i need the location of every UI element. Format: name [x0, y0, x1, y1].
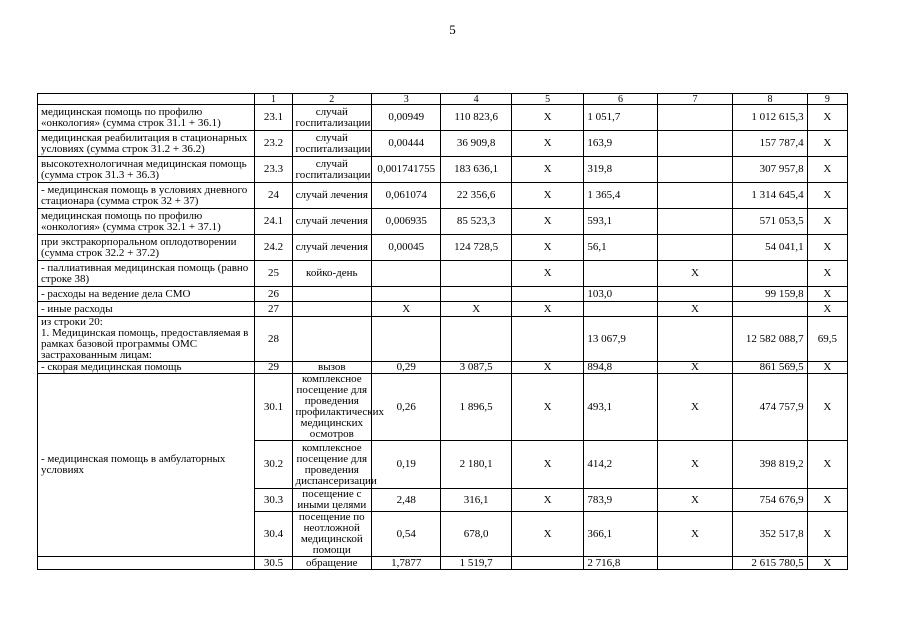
cell-c4: 183 636,1 — [441, 157, 511, 183]
cell-c6: 56,1 — [584, 235, 657, 261]
cell-c8 — [733, 261, 807, 287]
cell-c6: 103,0 — [584, 287, 657, 302]
cell-c3 — [372, 261, 441, 287]
cell-c9: 69,5 — [807, 317, 847, 362]
cell-c4: 678,0 — [441, 512, 511, 557]
cell-c6 — [584, 261, 657, 287]
cell-c9: X — [807, 374, 847, 441]
cell-c6: 163,9 — [584, 131, 657, 157]
cell-c8: 12 582 088,7 — [733, 317, 807, 362]
cell-unit: посещение по неотложной медицинской помощи — [292, 512, 371, 557]
cell-c6: 593,1 — [584, 209, 657, 235]
cell-c5: X — [511, 362, 583, 374]
cell-c8: 307 957,8 — [733, 157, 807, 183]
row-label: высокотехнологичная медицинская помощь (сумма строк 31.3 + 36.3) — [38, 157, 255, 183]
cell-c8: 571 053,5 — [733, 209, 807, 235]
cell-c3: X — [372, 302, 441, 317]
cell-c6: 1 365,4 — [584, 183, 657, 209]
cell-unit — [292, 302, 371, 317]
cell-code: 30.5 — [255, 557, 292, 570]
cell-c5: X — [511, 489, 583, 512]
cell-c5: X — [511, 157, 583, 183]
cell-c6: 894,8 — [584, 362, 657, 374]
cell-c5: X — [511, 131, 583, 157]
cell-c7: X — [657, 261, 732, 287]
cell-code: 30.1 — [255, 374, 292, 441]
cell-c3: 0,54 — [372, 512, 441, 557]
row-label: - иные расходы — [38, 302, 255, 317]
cell-unit: случай госпитализации — [292, 105, 371, 131]
cell-code: 30.2 — [255, 441, 292, 489]
header-cell: 3 — [372, 94, 441, 105]
table-row — [38, 209, 848, 235]
cell-c9: X — [807, 261, 847, 287]
cell-c7 — [657, 105, 732, 131]
cell-unit: комплексное посещение для проведения диспансеризации — [292, 441, 371, 489]
row-label: - медицинская помощь в амбулаторных условиях — [38, 374, 255, 557]
cell-c8: 1 012 615,3 — [733, 105, 807, 131]
table-row — [38, 557, 848, 570]
cell-c5: X — [511, 374, 583, 441]
page-number: 5 — [449, 22, 456, 37]
cell-c5 — [511, 287, 583, 302]
cell-code: 26 — [255, 287, 292, 302]
cell-c6: 1 051,7 — [584, 105, 657, 131]
cell-c8: 99 159,8 — [733, 287, 807, 302]
cell-c8: 474 757,9 — [733, 374, 807, 441]
row-label: - скорая медицинская помощь — [38, 362, 255, 374]
cell-c8: 1 314 645,4 — [733, 183, 807, 209]
cell-c6: 783,9 — [584, 489, 657, 512]
cell-c6: 414,2 — [584, 441, 657, 489]
cell-c9: X — [807, 362, 847, 374]
cell-c7: X — [657, 362, 732, 374]
cell-code: 30.3 — [255, 489, 292, 512]
header-cell: 1 — [255, 94, 292, 105]
cell-c8 — [733, 302, 807, 317]
cell-c5: X — [511, 183, 583, 209]
row-label: медицинская помощь по профилю «онкология» (сумма строк 32.1 + 37.1) — [38, 209, 255, 235]
cell-code: 27 — [255, 302, 292, 317]
cell-c3: 0,00045 — [372, 235, 441, 261]
cell-c9: X — [807, 157, 847, 183]
cell-unit: случай лечения — [292, 209, 371, 235]
data-table — [37, 93, 848, 570]
cell-c7 — [657, 209, 732, 235]
table-row — [38, 157, 848, 183]
cell-c5: X — [511, 209, 583, 235]
cell-c4 — [441, 287, 511, 302]
cell-c9: X — [807, 105, 847, 131]
cell-c9: X — [807, 131, 847, 157]
header-cell: 5 — [511, 94, 583, 105]
cell-unit: случай госпитализации — [292, 157, 371, 183]
cell-code: 24 — [255, 183, 292, 209]
cell-c8: 398 819,2 — [733, 441, 807, 489]
header-cell: 9 — [807, 94, 847, 105]
cell-unit: случай лечения — [292, 183, 371, 209]
cell-c4: 36 909,8 — [441, 131, 511, 157]
table-row — [38, 317, 848, 362]
cell-c7 — [657, 317, 732, 362]
row-label: - расходы на ведение дела СМО — [38, 287, 255, 302]
cell-c9: X — [807, 235, 847, 261]
cell-c7 — [657, 157, 732, 183]
cell-c4: 316,1 — [441, 489, 511, 512]
cell-c8: 861 569,5 — [733, 362, 807, 374]
cell-c8: 157 787,4 — [733, 131, 807, 157]
cell-c4: 124 728,5 — [441, 235, 511, 261]
table-row — [38, 183, 848, 209]
cell-c7 — [657, 235, 732, 261]
cell-c7 — [657, 287, 732, 302]
cell-code: 23.2 — [255, 131, 292, 157]
cell-c5: X — [511, 441, 583, 489]
header-row — [38, 94, 848, 105]
table-row — [38, 261, 848, 287]
cell-c3: 0,26 — [372, 374, 441, 441]
row-label: медицинская помощь по профилю «онкология» (сумма строк 31.1 + 36.1) — [38, 105, 255, 131]
header-cell: 8 — [733, 94, 807, 105]
row-label: при экстракорпоральном оплодотворении (сумма строк 32.2 + 37.2) — [38, 235, 255, 261]
table-row — [38, 131, 848, 157]
cell-c4: 2 180,1 — [441, 441, 511, 489]
cell-c6: 493,1 — [584, 374, 657, 441]
cell-c9: X — [807, 512, 847, 557]
cell-c3: 1,7877 — [372, 557, 441, 570]
cell-c3: 0,29 — [372, 362, 441, 374]
cell-c6: 319,8 — [584, 157, 657, 183]
cell-unit: обращение — [292, 557, 371, 570]
cell-unit: посещение с иными целями — [292, 489, 371, 512]
cell-c5: X — [511, 261, 583, 287]
cell-c5 — [511, 557, 583, 570]
table-row — [38, 362, 848, 374]
cell-c3: 0,00949 — [372, 105, 441, 131]
cell-unit: случай лечения — [292, 235, 371, 261]
cell-c8: 2 615 780,5 — [733, 557, 807, 570]
table-row — [38, 287, 848, 302]
cell-c4: 1 519,7 — [441, 557, 511, 570]
cell-code: 28 — [255, 317, 292, 362]
cell-c5: X — [511, 105, 583, 131]
cell-c7 — [657, 183, 732, 209]
cell-code: 29 — [255, 362, 292, 374]
cell-c6: 2 716,8 — [584, 557, 657, 570]
cell-c4: 110 823,6 — [441, 105, 511, 131]
cell-c7: X — [657, 512, 732, 557]
cell-c7: X — [657, 374, 732, 441]
cell-c3: 0,19 — [372, 441, 441, 489]
header-cell: 7 — [657, 94, 732, 105]
cell-c7 — [657, 557, 732, 570]
header-cell-blank — [38, 94, 255, 105]
cell-c3 — [372, 287, 441, 302]
cell-c4: X — [441, 302, 511, 317]
cell-c7: X — [657, 441, 732, 489]
table-row — [38, 235, 848, 261]
cell-c3 — [372, 317, 441, 362]
cell-code: 24.1 — [255, 209, 292, 235]
cell-c4 — [441, 317, 511, 362]
cell-unit: вызов — [292, 362, 371, 374]
cell-c5: X — [511, 235, 583, 261]
cell-unit: комплексное посещение для проведения профилактических медицинских осмотров — [292, 374, 371, 441]
cell-c9: X — [807, 209, 847, 235]
cell-c5 — [511, 317, 583, 362]
cell-c4: 22 356,6 — [441, 183, 511, 209]
cell-c9: X — [807, 183, 847, 209]
table-row — [38, 374, 848, 441]
cell-c7: X — [657, 302, 732, 317]
cell-c4: 3 087,5 — [441, 362, 511, 374]
cell-c9: X — [807, 287, 847, 302]
cell-c8: 54 041,1 — [733, 235, 807, 261]
cell-c9: X — [807, 441, 847, 489]
cell-c3: 0,001741755 — [372, 157, 441, 183]
row-label: из строки 20: 1. Медицинская помощь, предоставляемая в рамках базовой программы ОМС застрахованным лицам: — [38, 317, 255, 362]
header-cell: 4 — [441, 94, 511, 105]
cell-c3: 0,061074 — [372, 183, 441, 209]
cell-c6 — [584, 302, 657, 317]
cell-unit — [292, 287, 371, 302]
cell-c4: 85 523,3 — [441, 209, 511, 235]
cell-c4 — [441, 261, 511, 287]
row-label: медицинская реабилитация в стационарных условиях (сумма строк 31.2 + 36.2) — [38, 131, 255, 157]
table-row — [38, 105, 848, 131]
row-label-blank — [38, 557, 255, 570]
cell-c3: 0,006935 — [372, 209, 441, 235]
cell-c7 — [657, 131, 732, 157]
cell-code: 25 — [255, 261, 292, 287]
cell-unit — [292, 317, 371, 362]
cell-c6: 366,1 — [584, 512, 657, 557]
cell-code: 23.1 — [255, 105, 292, 131]
cell-c9: X — [807, 302, 847, 317]
table-row — [38, 302, 848, 317]
header-cell: 2 — [292, 94, 371, 105]
cell-c9: X — [807, 489, 847, 512]
cell-c5: X — [511, 302, 583, 317]
cell-c9: X — [807, 557, 847, 570]
cell-c8: 352 517,8 — [733, 512, 807, 557]
row-label: - медицинская помощь в условиях дневного стационара (сумма строк 32 + 37) — [38, 183, 255, 209]
cell-c6: 13 067,9 — [584, 317, 657, 362]
row-label: - паллиативная медицинская помощь (равно строке 38) — [38, 261, 255, 287]
cell-code: 24.2 — [255, 235, 292, 261]
cell-c3: 2,48 — [372, 489, 441, 512]
header-cell: 6 — [584, 94, 657, 105]
cell-unit: койко-день — [292, 261, 371, 287]
cell-c4: 1 896,5 — [441, 374, 511, 441]
cell-c3: 0,00444 — [372, 131, 441, 157]
cell-c7: X — [657, 489, 732, 512]
cell-unit: случай госпитализации — [292, 131, 371, 157]
cell-c5: X — [511, 512, 583, 557]
cell-code: 23.3 — [255, 157, 292, 183]
cell-code: 30.4 — [255, 512, 292, 557]
cell-c8: 754 676,9 — [733, 489, 807, 512]
